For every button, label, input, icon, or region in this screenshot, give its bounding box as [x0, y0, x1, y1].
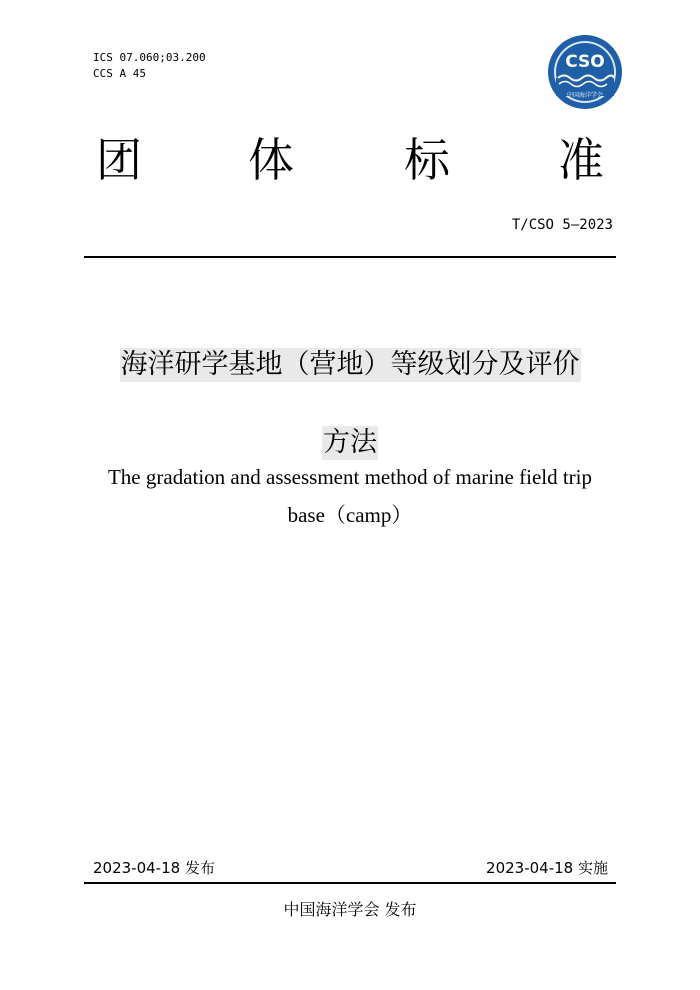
classification-codes	[93, 50, 206, 82]
ccs-code: CCS A 45	[93, 67, 146, 80]
standard-number: T/CSO 5—2023	[511, 217, 613, 233]
chinese-title-line-2: 方法	[323, 427, 377, 458]
english-title-line-2: base（camp）	[287, 503, 413, 527]
implementation-date: 2023-04-18 实施	[486, 859, 608, 877]
logo-letters: CSO	[565, 52, 605, 72]
chinese-title-line-1: 海洋研学基地（营地）等级划分及评价	[120, 349, 580, 380]
doc-type-char-3: 标	[404, 133, 450, 187]
chinese-title	[0, 348, 700, 460]
publisher: 中国海洋学会 发布	[283, 900, 417, 919]
ics-code: ICS 07.060;03.200	[93, 51, 206, 64]
doc-type-char-4: 准	[558, 133, 604, 187]
english-title	[0, 458, 700, 534]
issue-date: 2023-04-18 发布	[93, 859, 215, 877]
bottom-divider	[84, 882, 616, 884]
top-divider	[84, 256, 616, 258]
logo-ring-text: 中国海洋学会	[566, 92, 604, 99]
document-type-heading	[86, 130, 616, 190]
cso-logo-icon	[547, 34, 623, 110]
english-title-line-1: The gradation and assessment method of marine field trip	[107, 465, 593, 489]
doc-type-char-2: 体	[248, 133, 294, 187]
doc-type-char-1: 团	[96, 133, 142, 187]
